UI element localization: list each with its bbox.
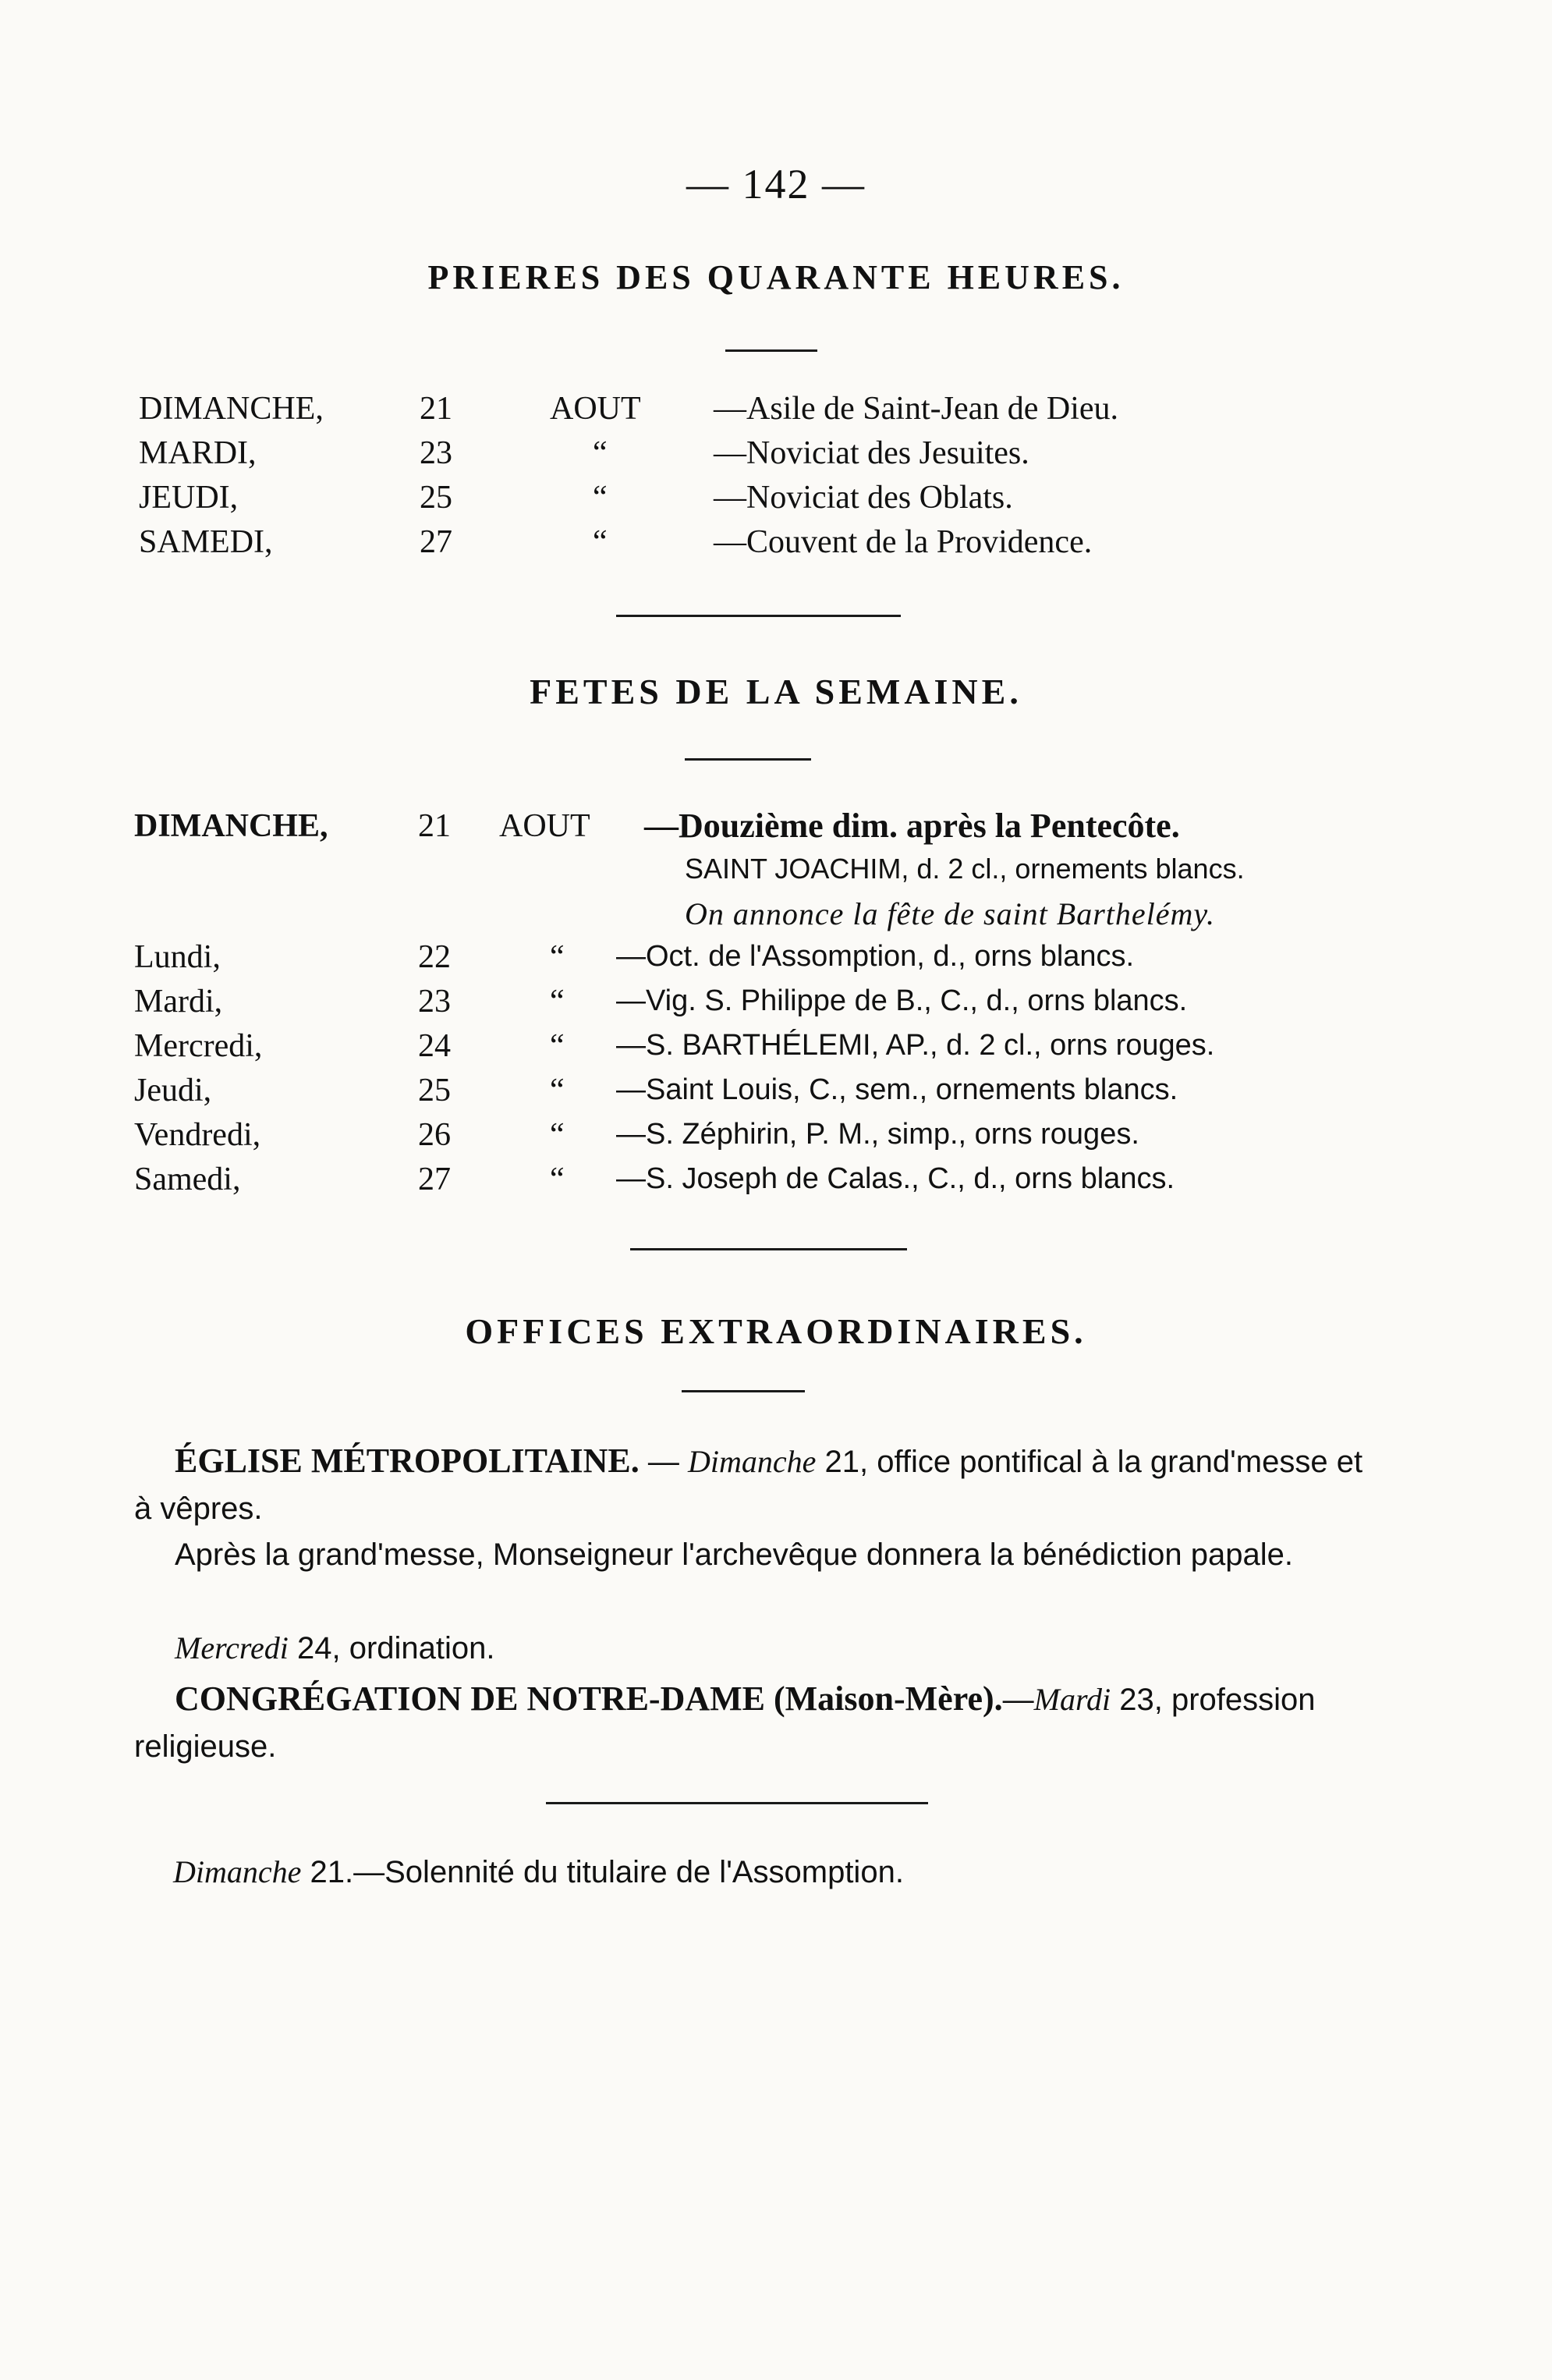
paragraph-benediction: [134, 1531, 1366, 1578]
day-cell: JEUDI,: [139, 480, 239, 516]
paragraph-text: 24, ordination.: [288, 1631, 495, 1665]
date-cell: 22: [418, 939, 451, 975]
place-cell: —Couvent de la Providence.: [714, 524, 1093, 560]
day-cell: Samedi,: [134, 1162, 241, 1197]
date-cell: 24: [418, 1028, 451, 1064]
institution-name: ÉGLISE MÉTROPOLITAINE.: [175, 1442, 640, 1480]
date-cell: 27: [418, 1162, 451, 1197]
paragraph-solennite: [173, 1849, 1405, 1896]
date-cell: 27: [420, 524, 452, 560]
month-cell: “: [593, 435, 608, 471]
month-cell: “: [550, 1028, 565, 1064]
month-cell: “: [593, 480, 608, 516]
paragraph-ordination: [134, 1625, 1366, 1672]
date-cell: 23: [418, 984, 451, 1020]
heading-fetes: FETES DE LA SEMAINE.: [530, 672, 1022, 711]
feast-subline: SAINT JOACHIM, d. 2 cl., ornements blancs.: [685, 853, 1245, 885]
date-cell: 25: [420, 480, 452, 516]
paragraph-text: 23, profession religieuse.: [134, 1683, 1316, 1764]
place-cell: —Noviciat des Jesuites.: [714, 435, 1029, 471]
paragraph-eglise: [134, 1438, 1366, 1532]
day-cell: Mardi,: [134, 984, 223, 1020]
dash: —: [1002, 1683, 1034, 1717]
month-cell: “: [550, 1073, 565, 1108]
month-cell: “: [593, 524, 608, 560]
day-italic: Mercredi: [175, 1630, 289, 1665]
feast-cell: —S. Joseph de Calas., C., d., orns blancs.: [616, 1162, 1175, 1195]
page-number: — 142 —: [686, 161, 866, 207]
date-cell: 23: [420, 435, 452, 471]
month-cell: “: [550, 1162, 565, 1197]
date-cell: 26: [418, 1117, 451, 1153]
paragraph-text: 21, office pontifical à la grand'messe et à vêpres.: [134, 1445, 1363, 1526]
divider: [630, 1248, 907, 1250]
day-cell: DIMANCHE,: [139, 391, 324, 427]
day-cell: Lundi,: [134, 939, 221, 975]
paragraph-text: 21.—Solennité du titulaire de l'Assomption.: [301, 1855, 904, 1889]
divider: [685, 758, 811, 761]
month-cell: “: [550, 1117, 565, 1153]
day-cell: Jeudi,: [134, 1073, 212, 1108]
day-cell: DIMANCHE,: [134, 808, 328, 844]
divider: [616, 615, 901, 617]
day-cell: MARDI,: [139, 435, 257, 471]
feast-cell: —S. BARTHÉLEMI, AP., d. 2 cl., orns rouges.: [616, 1029, 1215, 1062]
feast-announcement: On annonce la fête de saint Barthelémy.: [685, 896, 1215, 931]
month-cell: AOUT: [550, 391, 641, 427]
date-cell: 21: [418, 808, 451, 844]
date-cell: 25: [418, 1073, 451, 1108]
day-cell: Vendredi,: [134, 1117, 261, 1153]
day-italic: Dimanche: [688, 1444, 817, 1479]
feast-cell: —S. Zéphirin, P. M., simp., orns rouges.: [616, 1118, 1139, 1151]
place-cell: —Noviciat des Oblats.: [714, 480, 1013, 516]
paragraph-text: Après la grand'messe, Monseigneur l'archevêque donnera la bénédiction papale.: [175, 1538, 1293, 1572]
month-cell: “: [550, 939, 565, 975]
day-italic: Dimanche: [173, 1854, 302, 1889]
heading-offices: OFFICES EXTRAORDINAIRES.: [465, 1311, 1087, 1351]
paragraph-congregation: [134, 1676, 1366, 1770]
feast-cell: —Vig. S. Philippe de B., C., d., orns blancs.: [616, 984, 1188, 1017]
day-italic: Mardi: [1033, 1682, 1111, 1717]
divider: [682, 1390, 805, 1392]
feast-cell: —Oct. de l'Assomption, d., orns blancs.: [616, 940, 1135, 973]
divider: [546, 1802, 928, 1804]
day-cell: Mercredi,: [134, 1028, 263, 1064]
feast-cell: —Douzième dim. après la Pentecôte.: [644, 807, 1180, 845]
month-cell: AOUT: [499, 808, 590, 844]
day-cell: SAMEDI,: [139, 524, 273, 560]
month-cell: “: [550, 984, 565, 1020]
divider: [725, 349, 817, 352]
heading-prieres: PRIERES DES QUARANTE HEURES.: [427, 258, 1125, 296]
feast-cell: —Saint Louis, C., sem., ornements blancs.: [616, 1073, 1178, 1106]
date-cell: 21: [420, 391, 452, 427]
place-cell: —Asile de Saint-Jean de Dieu.: [714, 391, 1119, 427]
institution-name: CONGRÉGATION DE NOTRE-DAME (Maison-Mère).: [175, 1679, 1003, 1718]
dash: —: [639, 1445, 688, 1479]
